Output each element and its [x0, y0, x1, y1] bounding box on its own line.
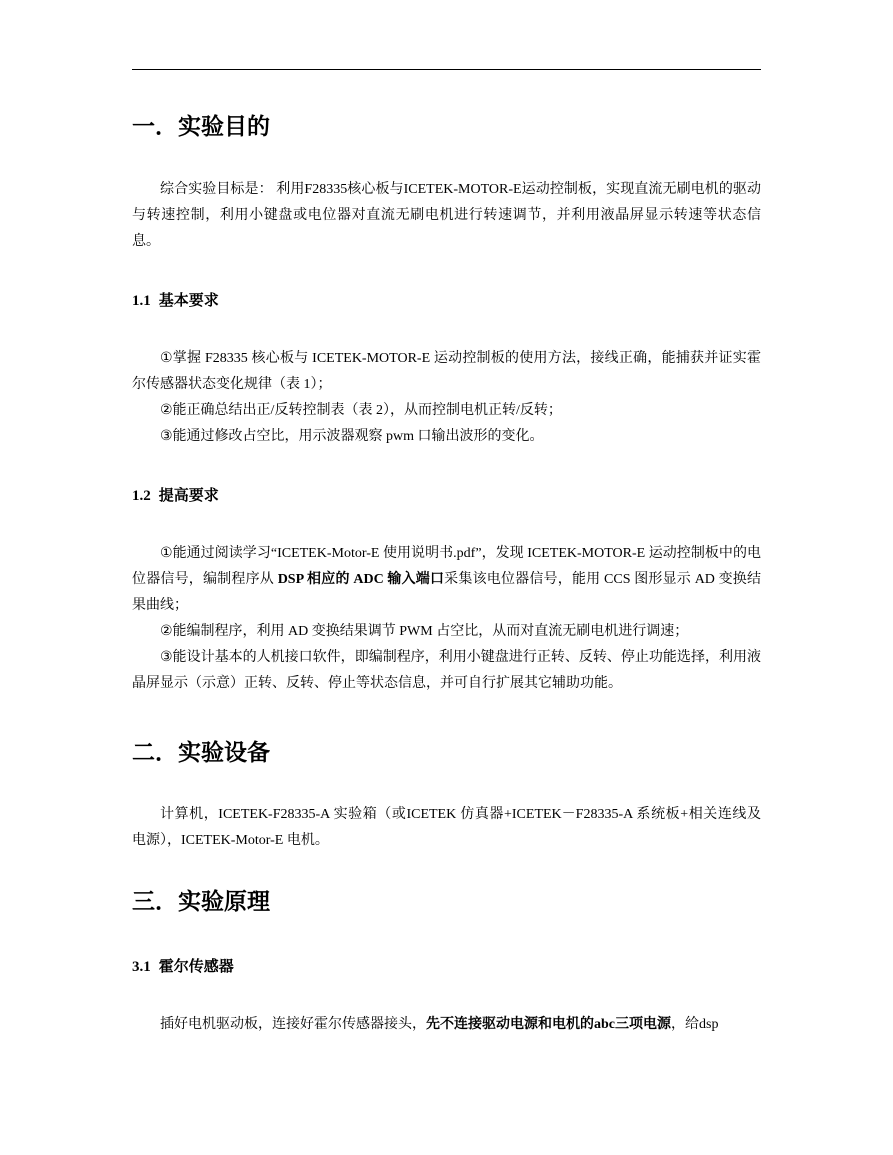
requirement-item: ②能编制程序，利用 AD 变换结果调节 PWM 占空比，从而对直流无刷电机进行调速； [160, 624, 689, 639]
section-3-title: 三．实验原理 [132, 889, 270, 915]
item-bold-text: DSP 相应的 ADC 输入端口 [277, 572, 445, 587]
subsection-number: 3.1 [132, 959, 151, 975]
subsection-title: 基本要求 [158, 291, 219, 309]
section-1-title: 一．实验目的 [132, 114, 270, 140]
section-1-intro [132, 177, 761, 255]
item-text: ①能通过阅读学习“ICETEK-Motor-E 使用说明书.pdf”，发现 ICETEK-MOTOR-E 运动控制板中的电位器信号，编制程序从 [132, 546, 761, 587]
header-rule [132, 69, 761, 70]
requirement-item: ①掌握 F28335 核心板与 ICETEK-MOTOR-E 运动控制板的使用方法，接线正确，能捕获并证实霍尔传感器状态变化规律（表 1）； [132, 351, 761, 392]
subsection-1-2-heading [132, 484, 219, 505]
subsection-title: 霍尔传感器 [158, 957, 234, 975]
requirement-item [132, 541, 761, 619]
section-2-text [132, 802, 761, 854]
para-text: ，给dsp [671, 1017, 719, 1032]
section-2-title: 二．实验设备 [132, 740, 270, 766]
subsection-number: 1.2 [132, 488, 151, 504]
subsection-1-1-heading [132, 289, 219, 310]
requirement-item: ②能正确总结出正/反转控制表（表 2），从而控制电机正转/反转； [160, 403, 562, 418]
intro-paragraph: 综合实验目标是： 利用F28335核心板与ICETEK-MOTOR-E运动控制板，实现直流无刷电机的驱动与转速控制，利用小键盘或电位器对直流无刷电机进行转速调节，并利用液晶屏显示转速等状态信息。 [132, 182, 761, 249]
equipment-paragraph: 计算机，ICETEK-F28335-A 实验箱（或ICETEK 仿真器+ICETEK－F28335-A 系统板+相关连线及电源），ICETEK-Motor-E 电机。 [132, 807, 761, 848]
requirement-item: ③能通过修改占空比，用示波器观察 pwm 口输出波形的变化。 [160, 429, 544, 444]
para-text: 插好电机驱动板，连接好霍尔传感器接头， [160, 1017, 426, 1032]
subsection-title: 提高要求 [158, 486, 219, 504]
item-text: 采集该电位器信号，能用 CCS 图形显示 AD 变换结果曲线； [132, 572, 762, 613]
section-3-1-text [132, 1012, 761, 1038]
subsection-3-1-heading [132, 955, 234, 976]
hall-sensor-paragraph [132, 1012, 761, 1038]
subsection-number: 1.1 [132, 293, 151, 309]
basic-requirements [132, 346, 761, 450]
advanced-requirements [132, 541, 761, 697]
requirement-item: ③能设计基本的人机接口软件，即编制程序，利用小键盘进行正转、反转、停止功能选择，利用液晶屏显示（示意）正转、反转、停止等状态信息，并可自行扩展其它辅助功能。 [132, 650, 761, 691]
para-bold-text: 先不连接驱动电源和电机的abc三项电源 [426, 1017, 671, 1032]
